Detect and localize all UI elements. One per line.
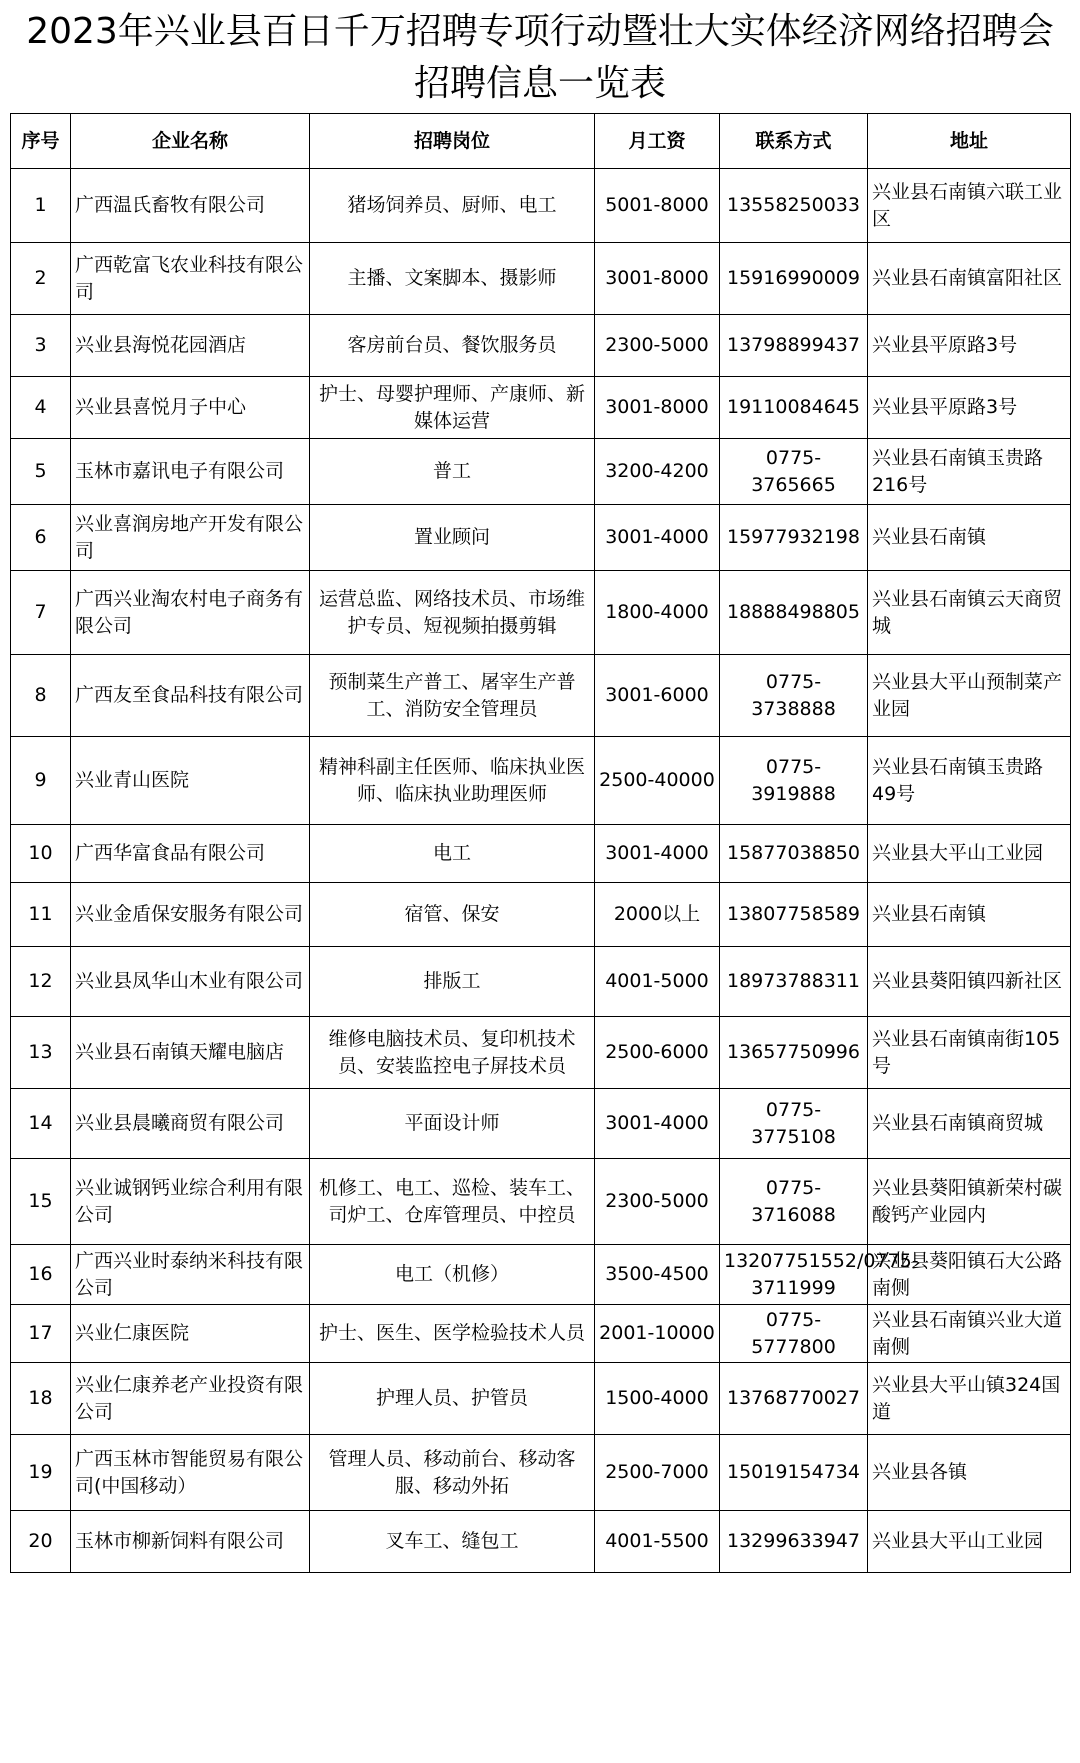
row-number: 18 xyxy=(11,1363,71,1435)
contact-info: 0775-3738888 xyxy=(720,655,868,737)
contact-info: 15977932198 xyxy=(720,505,868,571)
positions: 电工 xyxy=(310,825,595,883)
contact-info: 0775-3919888 xyxy=(720,737,868,825)
company-name: 广西温氏畜牧有限公司 xyxy=(71,169,310,243)
positions: 宿管、保安 xyxy=(310,883,595,947)
table-row xyxy=(11,243,1071,315)
monthly-salary: 2001-10000 xyxy=(595,1305,720,1363)
table-row xyxy=(11,505,1071,571)
positions: 维修电脑技术员、复印机技术员、安装监控电子屏技术员 xyxy=(310,1017,595,1089)
company-name: 广西友至食品科技有限公司 xyxy=(71,655,310,737)
header-no: 序号 xyxy=(11,114,71,169)
row-number: 11 xyxy=(11,883,71,947)
company-name: 兴业县石南镇天耀电脑店 xyxy=(71,1017,310,1089)
monthly-salary: 3200-4200 xyxy=(595,439,720,505)
address: 兴业县大平山工业园 xyxy=(868,1511,1071,1573)
table-row xyxy=(11,1245,1071,1305)
company-name: 兴业县晨曦商贸有限公司 xyxy=(71,1089,310,1159)
company-name: 广西玉林市智能贸易有限公司(中国移动） xyxy=(71,1435,310,1511)
company-name: 玉林市嘉讯电子有限公司 xyxy=(71,439,310,505)
monthly-salary: 4001-5000 xyxy=(595,947,720,1017)
contact-info: 0775-3716088 xyxy=(720,1159,868,1245)
table-row xyxy=(11,1159,1071,1245)
positions: 运营总监、网络技术员、市场维护专员、短视频拍摄剪辑 xyxy=(310,571,595,655)
table-row xyxy=(11,315,1071,377)
contact-info: 13558250033 xyxy=(720,169,868,243)
company-name: 玉林市柳新饲料有限公司 xyxy=(71,1511,310,1573)
table-row xyxy=(11,655,1071,737)
monthly-salary: 2500-6000 xyxy=(595,1017,720,1089)
positions: 主播、文案脚本、摄影师 xyxy=(310,243,595,315)
contact-info: 18973788311 xyxy=(720,947,868,1017)
table-row xyxy=(11,1305,1071,1363)
address: 兴业县石南镇六联工业区 xyxy=(868,169,1071,243)
row-number: 16 xyxy=(11,1245,71,1305)
table-row xyxy=(11,571,1071,655)
row-number: 17 xyxy=(11,1305,71,1363)
company-name: 广西华富食品有限公司 xyxy=(71,825,310,883)
header-contact: 联系方式 xyxy=(720,114,868,169)
positions: 置业顾问 xyxy=(310,505,595,571)
company-name: 兴业金盾保安服务有限公司 xyxy=(71,883,310,947)
positions: 叉车工、缝包工 xyxy=(310,1511,595,1573)
address: 兴业县石南镇玉贵路216号 xyxy=(868,439,1071,505)
positions: 电工（机修） xyxy=(310,1245,595,1305)
document-title xyxy=(0,6,1080,110)
header-salary: 月工资 xyxy=(595,114,720,169)
row-number: 20 xyxy=(11,1511,71,1573)
row-number: 3 xyxy=(11,315,71,377)
row-number: 6 xyxy=(11,505,71,571)
monthly-salary: 3500-4500 xyxy=(595,1245,720,1305)
address: 兴业县大平山镇324国道 xyxy=(868,1363,1071,1435)
monthly-salary: 3001-8000 xyxy=(595,243,720,315)
positions: 排版工 xyxy=(310,947,595,1017)
company-name: 兴业仁康医院 xyxy=(71,1305,310,1363)
monthly-salary: 3001-4000 xyxy=(595,505,720,571)
positions: 普工 xyxy=(310,439,595,505)
monthly-salary: 3001-8000 xyxy=(595,377,720,439)
positions: 护士、医生、医学检验技术人员 xyxy=(310,1305,595,1363)
table-row xyxy=(11,1363,1071,1435)
table-row xyxy=(11,169,1071,243)
company-name: 兴业县凤华山木业有限公司 xyxy=(71,947,310,1017)
row-number: 7 xyxy=(11,571,71,655)
address: 兴业县平原路3号 xyxy=(868,315,1071,377)
table-row xyxy=(11,947,1071,1017)
address: 兴业县石南镇商贸城 xyxy=(868,1089,1071,1159)
contact-info: 18888498805 xyxy=(720,571,868,655)
monthly-salary: 2000以上 xyxy=(595,883,720,947)
address: 兴业县平原路3号 xyxy=(868,377,1071,439)
monthly-salary: 3001-6000 xyxy=(595,655,720,737)
company-name: 广西兴业时泰纳米科技有限公司 xyxy=(71,1245,310,1305)
address: 兴业县石南镇富阳社区 xyxy=(868,243,1071,315)
contact-info: 13299633947 xyxy=(720,1511,868,1573)
row-number: 1 xyxy=(11,169,71,243)
address: 兴业县石南镇玉贵路49号 xyxy=(868,737,1071,825)
address: 兴业县石南镇兴业大道南侧 xyxy=(868,1305,1071,1363)
company-name: 广西兴业淘农村电子商务有限公司 xyxy=(71,571,310,655)
contact-info: 0775-3765665 xyxy=(720,439,868,505)
row-number: 5 xyxy=(11,439,71,505)
company-name: 广西乾富飞农业科技有限公司 xyxy=(71,243,310,315)
address: 兴业县石南镇 xyxy=(868,505,1071,571)
positions: 客房前台员、餐饮服务员 xyxy=(310,315,595,377)
monthly-salary: 2500-40000 xyxy=(595,737,720,825)
contact-info: 13207751552/0775-3711999 xyxy=(720,1245,868,1305)
monthly-salary: 2300-5000 xyxy=(595,315,720,377)
monthly-salary: 2500-7000 xyxy=(595,1435,720,1511)
positions: 预制菜生产普工、屠宰生产普工、消防安全管理员 xyxy=(310,655,595,737)
monthly-salary: 5001-8000 xyxy=(595,169,720,243)
monthly-salary: 1800-4000 xyxy=(595,571,720,655)
address: 兴业县石南镇 xyxy=(868,883,1071,947)
positions: 平面设计师 xyxy=(310,1089,595,1159)
company-name: 兴业县喜悦月子中心 xyxy=(71,377,310,439)
table-row xyxy=(11,1089,1071,1159)
table-row xyxy=(11,1017,1071,1089)
table-row xyxy=(11,1435,1071,1511)
contact-info: 13768770027 xyxy=(720,1363,868,1435)
table-row xyxy=(11,825,1071,883)
header-address: 地址 xyxy=(868,114,1071,169)
contact-info: 0775-5777800 xyxy=(720,1305,868,1363)
header-positions: 招聘岗位 xyxy=(310,114,595,169)
contact-info: 15916990009 xyxy=(720,243,868,315)
row-number: 13 xyxy=(11,1017,71,1089)
title-line-1: 2023年兴业县百日千万招聘专项行动暨壮大实体经济网络招聘会 xyxy=(26,11,1054,52)
row-number: 2 xyxy=(11,243,71,315)
positions: 精神科副主任医师、临床执业医师、临床执业助理医师 xyxy=(310,737,595,825)
monthly-salary: 1500-4000 xyxy=(595,1363,720,1435)
company-name: 兴业仁康养老产业投资有限公司 xyxy=(71,1363,310,1435)
positions: 猪场饲养员、厨师、电工 xyxy=(310,169,595,243)
company-name: 兴业青山医院 xyxy=(71,737,310,825)
table-row xyxy=(11,737,1071,825)
contact-info: 13798899437 xyxy=(720,315,868,377)
contact-info: 15877038850 xyxy=(720,825,868,883)
company-name: 兴业县海悦花园酒店 xyxy=(71,315,310,377)
row-number: 10 xyxy=(11,825,71,883)
table-row xyxy=(11,1511,1071,1573)
row-number: 4 xyxy=(11,377,71,439)
monthly-salary: 3001-4000 xyxy=(595,825,720,883)
monthly-salary: 4001-5500 xyxy=(595,1511,720,1573)
positions: 护理人员、护管员 xyxy=(310,1363,595,1435)
title-line-2: 招聘信息一览表 xyxy=(413,63,666,104)
header-company: 企业名称 xyxy=(71,114,310,169)
positions: 机修工、电工、巡检、装车工、司炉工、仓库管理员、中控员 xyxy=(310,1159,595,1245)
row-number: 8 xyxy=(11,655,71,737)
table-row xyxy=(11,883,1071,947)
address: 兴业县葵阳镇石大公路南侧 xyxy=(868,1245,1071,1305)
monthly-salary: 2300-5000 xyxy=(595,1159,720,1245)
table-header-row xyxy=(11,114,1071,169)
contact-info: 0775-3775108 xyxy=(720,1089,868,1159)
address: 兴业县石南镇南街105号 xyxy=(868,1017,1071,1089)
row-number: 9 xyxy=(11,737,71,825)
row-number: 14 xyxy=(11,1089,71,1159)
row-number: 12 xyxy=(11,947,71,1017)
contact-info: 13807758589 xyxy=(720,883,868,947)
address: 兴业县大平山工业园 xyxy=(868,825,1071,883)
contact-info: 13657750996 xyxy=(720,1017,868,1089)
positions: 管理人员、移动前台、移动客服、移动外拓 xyxy=(310,1435,595,1511)
address: 兴业县葵阳镇新荣村碳酸钙产业园内 xyxy=(868,1159,1071,1245)
table-row xyxy=(11,439,1071,505)
address: 兴业县各镇 xyxy=(868,1435,1071,1511)
company-name: 兴业诚钢钙业综合利用有限公司 xyxy=(71,1159,310,1245)
row-number: 19 xyxy=(11,1435,71,1511)
address: 兴业县石南镇云天商贸城 xyxy=(868,571,1071,655)
address: 兴业县大平山预制菜产业园 xyxy=(868,655,1071,737)
address: 兴业县葵阳镇四新社区 xyxy=(868,947,1071,1017)
contact-info: 15019154734 xyxy=(720,1435,868,1511)
recruitment-table xyxy=(10,113,1071,1573)
table-row xyxy=(11,377,1071,439)
monthly-salary: 3001-4000 xyxy=(595,1089,720,1159)
contact-info: 19110084645 xyxy=(720,377,868,439)
company-name: 兴业喜润房地产开发有限公司 xyxy=(71,505,310,571)
row-number: 15 xyxy=(11,1159,71,1245)
positions: 护士、母婴护理师、产康师、新媒体运营 xyxy=(310,377,595,439)
